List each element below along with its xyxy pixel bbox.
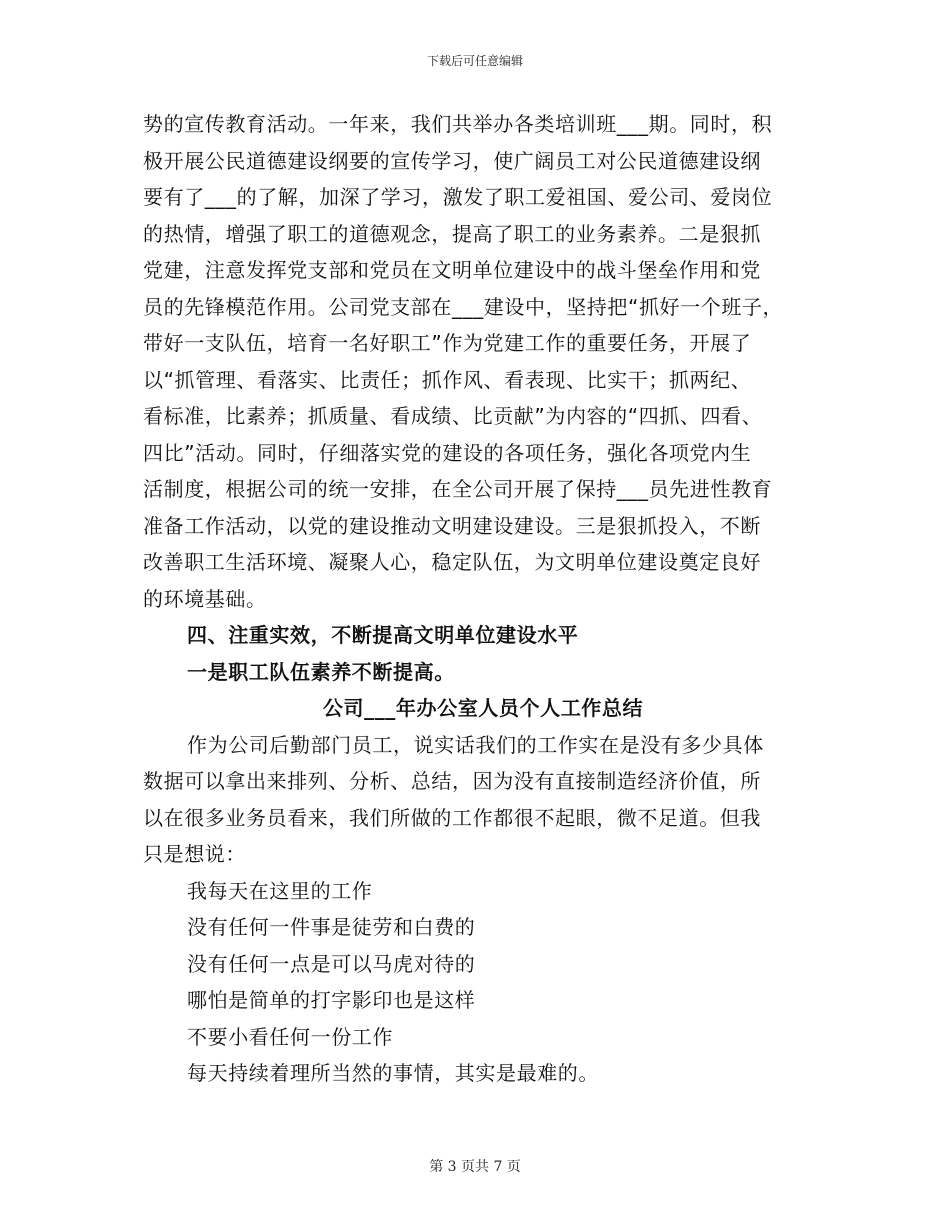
- verse-line: 哪怕是简单的打字影印也是这样: [187, 988, 476, 1012]
- verse-line: 没有任何一点是可以马虎对待的: [187, 951, 476, 976]
- paragraph-line: 只是想说：: [143, 842, 246, 866]
- paragraph-line: 改善职工生活环境、凝聚人心，稳定队伍，为文明单位建设奠定良好: [143, 550, 761, 574]
- verse-block: [143, 873, 823, 1092]
- paragraph-line: 活制度，根据公司的统一安排，在全公司开展了保持___员先进性教育: [143, 477, 773, 501]
- paragraph-line: 以“抓管理、看落实、比责任；抓作风、看表现、比实干；抓两纪、: [143, 367, 752, 392]
- page-footer: 第 3 页共 7 页: [429, 1159, 521, 1175]
- paragraph-line: 作为公司后勤部门员工，说实话我们的工作实在是没有多少具体: [187, 732, 764, 757]
- section-heading: 四、注重实效，不断提高文明单位建设水平: [187, 623, 579, 647]
- paragraph-line: 极开展公民道德建设纲要的宣传学习，使广阔员工对公民道德建设纲: [143, 148, 761, 173]
- paragraph-line: 要有了___的了解，加深了学习，激发了职工爱祖国、爱公司、爱岗位: [143, 185, 773, 209]
- verse-line: 我每天在这里的工作: [187, 878, 373, 903]
- paragraph-intro: [143, 727, 823, 873]
- paragraph-line: 准备工作活动，以党的建设推动文明建设建设。三是狠抓投入，不断: [143, 513, 761, 538]
- document-body: [143, 106, 823, 1092]
- paragraph-line: 带好一支队伍，培育一名好职工”作为党建工作的重要任务，开展了: [143, 331, 752, 355]
- paragraph-line: 数据可以拿出来排列、分析、总结，因为没有直接制造经济价值，所: [143, 769, 761, 793]
- document-title: 公司___年办公室人员个人工作总结: [322, 696, 644, 720]
- paragraph-line: 员的先锋模范作用。公司党支部在___建设中，坚持把“抓好一个班子，: [143, 294, 784, 319]
- paragraph-line: 势的宣传教育活动。一年来，我们共举办各类培训班___期。同时，积: [143, 112, 773, 136]
- verse-line: 每天持续着理所当然的事情，其实是最难的。: [187, 1061, 599, 1085]
- verse-line: 不要小看任何一份工作: [187, 1024, 393, 1049]
- paragraph-party-building: [143, 106, 823, 617]
- paragraph-line: 以在很多业务员看来，我们所做的工作都很不起眼，微不足道。但我: [143, 805, 761, 830]
- subsection-heading: 一是职工队伍素养不断提高。: [187, 659, 455, 684]
- verse-line: 没有任何一件事是徒劳和白费的: [187, 915, 476, 939]
- paragraph-line: 的环境基础。: [143, 586, 267, 611]
- paragraph-line: 看标准，比素养；抓质量、看成绩、比贡献”为内容的“四抓、四看、: [143, 404, 763, 428]
- paragraph-line: 党建，注意发挥党支部和党员在文明单位建设中的战斗堡垒作用和党: [143, 258, 761, 282]
- paragraph-line: 四比”活动。同时，仔细落实党的建设的各项任务，强化各项党内生: [143, 440, 752, 465]
- paragraph-line: 的热情，增强了职工的道德观念，提高了职工的业务素养。二是狠抓: [143, 221, 761, 246]
- page-header: 下载后可任意编辑: [426, 54, 523, 68]
